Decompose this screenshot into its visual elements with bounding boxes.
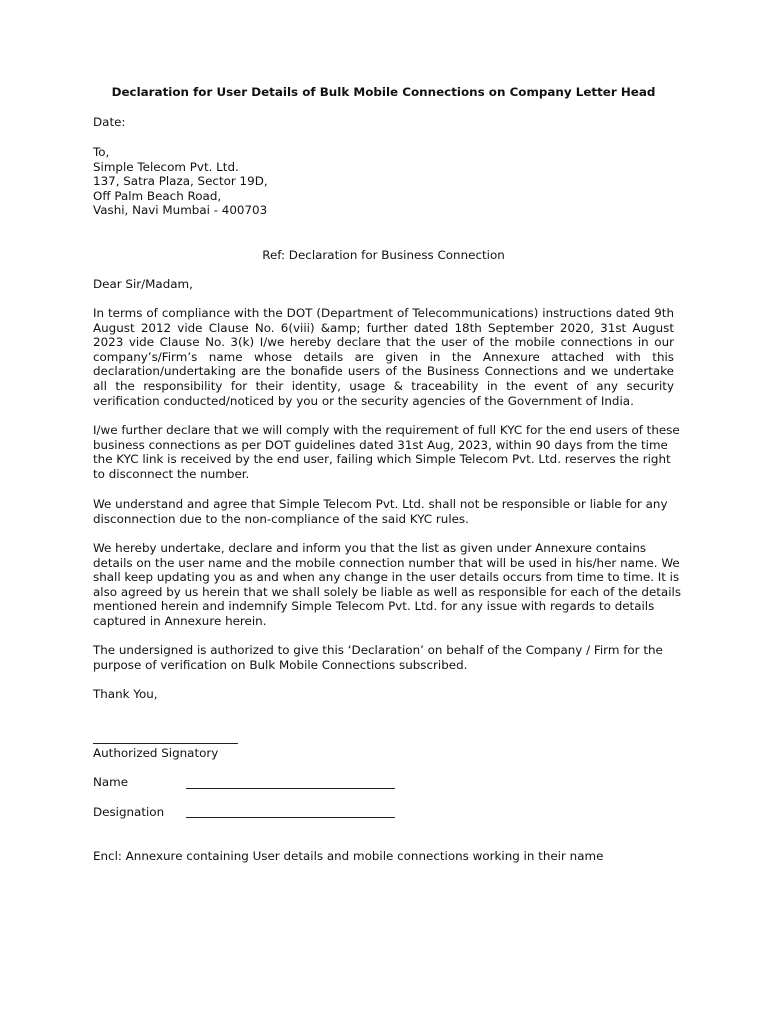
salutation: Dear Sir/Madam, <box>93 277 193 291</box>
paragraph-line: I/we further declare that we will comply with the requirement of full KYC for the end users of these <box>93 423 680 437</box>
name-field-line <box>186 788 395 789</box>
paragraph-line: mentioned herein and indemnify Simple Telecom Pvt. Ltd. for any issue with regards to details <box>93 599 655 614</box>
paragraph-liability <box>93 497 668 526</box>
paragraph-line: purpose of verification on Bulk Mobile Connections subscribed. <box>93 657 468 672</box>
paragraph-compliance: In terms of compliance with the DOT (Department of Telecommunications) instructions dated 9th August 2012 vide Clause No. 6(viii) &amp; further dated 18th September 2020, 31st August 2023 vide Clause No. 3(k) I/we hereby declare that the user of the mobile connections in our company’s/Firm’s name whose details are given in the Annexure attached with this declaration/undertaking are the bonafide users of the Business Connections and we undertake all the responsibility for their identity, usage & traceability in the event of any security verification conducted/noticed by you or the security agencies of the Government of India. <box>93 306 674 408</box>
document-title: Declaration for User Details of Bulk Mobile Connections on Company Letter Head <box>111 85 656 99</box>
paragraph-line: the KYC link is received by the end user, failing which Simple Telecom Pvt. Ltd. reserves the right <box>93 452 671 467</box>
closing: Thank You, <box>93 687 158 701</box>
paragraph-line: We understand and agree that Simple Telecom Pvt. Ltd. shall not be responsible or liable for any <box>93 497 668 511</box>
paragraph-kyc <box>93 423 680 481</box>
address-line-2: Off Palm Beach Road, <box>93 188 222 203</box>
paragraph-line: details on the user name and the mobile connection number that will be used in his/her name. We <box>93 555 680 570</box>
address-to: To, <box>93 145 110 159</box>
paragraph-line: shall keep updating you as and when any change in the user details occurs from time to time. It is <box>93 570 680 585</box>
paragraph-line: We hereby undertake, declare and inform you that the list as given under Annexure contains <box>93 541 647 555</box>
reference-line: Ref: Declaration for Business Connection <box>262 248 505 262</box>
paragraph-line: business connections as per DOT guidelines dated 31st Aug, 2023, within 90 days from the time <box>93 437 668 452</box>
paragraph-line: also agreed by us herein that we shall solely be liable as well as responsible for each of the details <box>93 584 682 599</box>
enclosure-note: Encl: Annexure containing User details and mobile connections working in their name <box>93 849 604 863</box>
name-label: Name <box>93 775 129 789</box>
designation-field-line <box>186 817 395 818</box>
address-line-3: Vashi, Navi Mumbai - 400703 <box>93 203 268 218</box>
paragraph-line: The undersigned is authorized to give this ‘Declaration’ on behalf of the Company / Firm for the <box>93 643 663 657</box>
recipient-address <box>93 145 268 218</box>
signature-line <box>93 743 238 744</box>
date-label: Date: <box>93 115 126 129</box>
paragraph-authorization <box>93 643 663 672</box>
paragraph-line: captured in Annexure herein. <box>93 613 267 628</box>
paragraph-undertaking <box>93 541 681 629</box>
paragraph-line: disconnection due to the non-compliance of the said KYC rules. <box>93 511 469 526</box>
signatory-label: Authorized Signatory <box>93 746 219 760</box>
address-line-1: 137, Satra Plaza, Sector 19D, <box>93 174 268 189</box>
paragraph-line: to disconnect the number. <box>93 466 250 481</box>
address-company: Simple Telecom Pvt. Ltd. <box>93 159 239 174</box>
designation-label: Designation <box>93 805 165 819</box>
